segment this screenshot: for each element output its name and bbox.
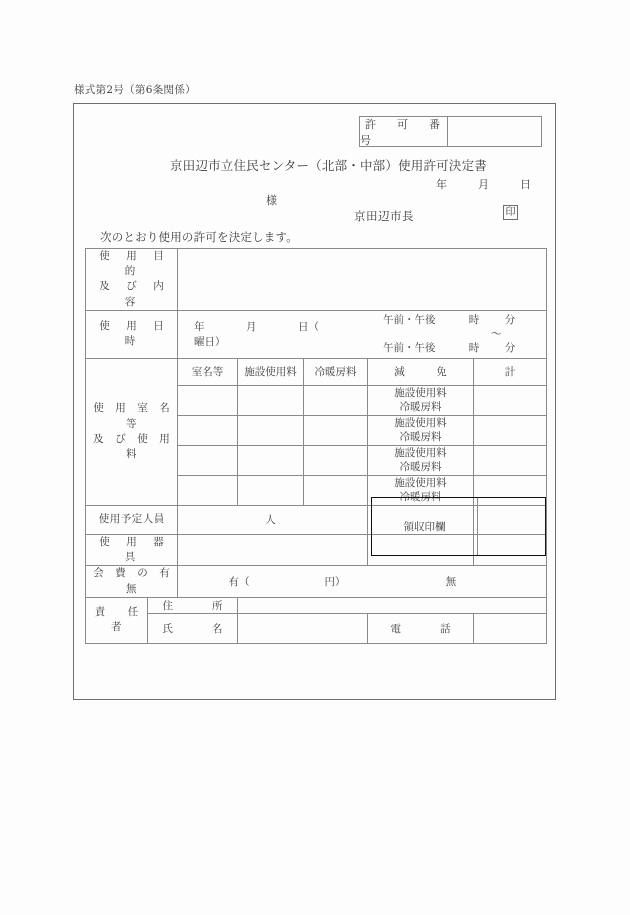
equipment-value[interactable] [178, 534, 368, 565]
datetime-value[interactable] [178, 310, 547, 358]
reduction-2-facility: 施設使用料 [394, 417, 447, 430]
facility-fee-3[interactable] [238, 445, 304, 475]
responsible-address-label: 住 所 [148, 597, 238, 613]
issue-date-day: 日 [520, 178, 531, 191]
lead-sentence: 次のとおり使用の許可を決定します。 [100, 230, 298, 244]
room-name-4[interactable] [178, 475, 238, 505]
end-time-row [383, 341, 546, 355]
reduction-2-hvac: 冷暖房料 [399, 431, 442, 444]
issue-date-month: 月 [478, 178, 489, 191]
permit-number-value[interactable] [448, 117, 541, 146]
col-header-hvac-fee: 冷暖房料 [304, 358, 368, 385]
issue-date-year: 年 [436, 178, 447, 191]
permit-number-box [359, 116, 542, 147]
total-3[interactable] [474, 445, 547, 475]
issue-date-line [436, 176, 531, 192]
form-number: 様式第2号（第6条関係） [74, 84, 196, 96]
facility-fee-4[interactable] [238, 475, 304, 505]
rooms-label-line1: 使 用 室 名 等 [93, 402, 182, 430]
receipt-seal-cell-value[interactable] [474, 505, 547, 534]
use-date-month: 月 [246, 321, 257, 334]
room-name-2[interactable] [178, 415, 238, 445]
reduction-3-facility: 施設使用料 [394, 447, 447, 460]
reduction-2[interactable] [368, 415, 474, 445]
start-minute: 分 [504, 314, 516, 327]
form-sheet [73, 103, 556, 700]
facility-fee-1[interactable] [238, 385, 304, 415]
facility-fee-2[interactable] [238, 415, 304, 445]
membership-fee-yes-label: 有（ [228, 576, 250, 589]
purpose-label-line1: 使 用 目 的 [99, 250, 181, 278]
reduction-1[interactable] [368, 385, 474, 415]
hvac-fee-3[interactable] [304, 445, 368, 475]
reduction-3-hvac: 冷暖房料 [399, 461, 442, 474]
table-row-room-header [86, 358, 547, 385]
use-date-year: 年 [194, 321, 205, 334]
datetime-label: 使 用 日 時 [86, 310, 178, 358]
total-4[interactable] [474, 475, 547, 505]
people-value[interactable] [178, 505, 368, 534]
use-date-day: 日（ [298, 321, 319, 334]
col-header-total: 計 [474, 358, 547, 385]
datetime-time-part [383, 313, 546, 356]
end-minute: 分 [504, 342, 516, 355]
col-header-facility-fee: 施設使用料 [238, 358, 304, 385]
start-hour: 時 [468, 314, 480, 327]
permit-number-label: 許 可 番 号 [360, 117, 461, 147]
application-table [85, 248, 547, 644]
end-hour: 時 [468, 342, 480, 355]
addressee-honorific: 様 [266, 194, 277, 207]
start-time-row [383, 313, 546, 327]
receipt-seal-cell-value-2[interactable] [474, 534, 547, 565]
time-range-tilde: 〜 [491, 328, 502, 341]
hvac-fee-1[interactable] [304, 385, 368, 415]
end-ampm: 午前・午後 [383, 342, 436, 355]
seal-icon: 印 [503, 205, 518, 220]
room-name-3[interactable] [178, 445, 238, 475]
reduction-1-facility: 施設使用料 [394, 387, 447, 400]
reduction-3[interactable] [368, 445, 474, 475]
rooms-label [86, 358, 182, 505]
membership-fee-yen: 円） [324, 576, 346, 589]
receipt-seal-label: 領収印欄 [372, 498, 478, 555]
table-row-purpose [86, 249, 547, 311]
receipt-seal-cell-label [368, 505, 474, 534]
issuer-name: 京田辺市長 [354, 209, 414, 223]
membership-fee-value[interactable] [178, 566, 547, 597]
total-2[interactable] [474, 415, 547, 445]
reduction-4[interactable] [368, 475, 474, 505]
hvac-fee-4[interactable] [304, 475, 368, 505]
hvac-fee-2[interactable] [304, 415, 368, 445]
document-title: 京田辺市立住民センター（北部・中部）使用許可決定書 [169, 158, 487, 173]
datetime-date-part [178, 319, 383, 349]
responsible-phone-label: 電 話 [368, 613, 474, 643]
col-header-reduction: 減 免 [368, 358, 474, 385]
responsible-name-label: 氏 名 [148, 613, 238, 643]
membership-fee-no[interactable]: 無 [445, 576, 457, 589]
reduction-1-hvac: 冷暖房料 [399, 401, 442, 414]
table-row-people [86, 505, 547, 534]
table-row-equipment [86, 534, 547, 565]
responsible-name-value[interactable] [238, 613, 368, 643]
col-header-room: 室名等 [178, 358, 238, 385]
table-row-responsible-address [86, 597, 547, 613]
room-name-1[interactable] [178, 385, 238, 415]
purpose-label [86, 249, 181, 311]
rooms-label-line2: 及 び 使 用 料 [93, 432, 182, 461]
people-label: 使用予定人員 [86, 505, 178, 534]
purpose-label-line2: 及 び 内 容 [99, 280, 181, 308]
responsible-label: 責 任 者 [86, 597, 148, 643]
reduction-4-hvac: 冷暖房料 [399, 491, 442, 504]
membership-fee-label: 会 費 の 有 無 [86, 566, 178, 597]
start-ampm: 午前・午後 [383, 314, 436, 327]
total-1[interactable] [474, 385, 547, 415]
equipment-label: 使 用 器 具 [86, 534, 178, 565]
reduction-4-facility: 施設使用料 [394, 477, 447, 490]
purpose-value[interactable] [178, 249, 547, 311]
membership-fee-yes[interactable] [178, 574, 396, 589]
receipt-seal-cell-label-2 [368, 534, 474, 565]
table-row-datetime [86, 310, 547, 358]
use-date-weekday: 曜日） [194, 336, 226, 349]
responsible-address-value[interactable] [238, 597, 547, 613]
people-unit: 人 [265, 514, 276, 527]
table-row-membership-fee [86, 566, 547, 597]
responsible-phone-value[interactable] [474, 613, 547, 643]
